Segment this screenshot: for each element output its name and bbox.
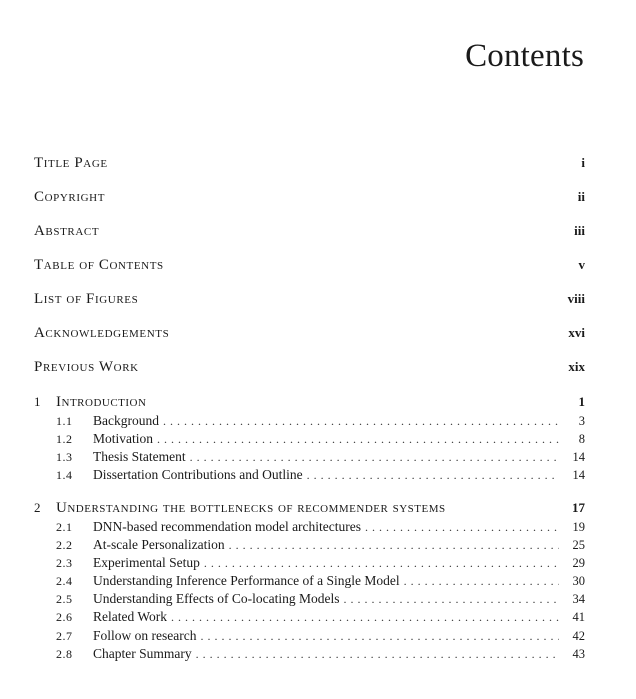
- section-page: 8: [578, 432, 585, 447]
- section-number: 1.4: [56, 468, 73, 483]
- section-title: Dissertation Contributions and Outline: [93, 467, 303, 483]
- section-number: 2.4: [56, 574, 73, 589]
- dot-leader: [365, 520, 559, 535]
- section-page: 34: [572, 592, 585, 607]
- section-page: 41: [572, 610, 585, 625]
- section-page: 25: [572, 538, 585, 553]
- entry-page: v: [578, 257, 585, 272]
- section-title: Thesis Statement: [93, 449, 186, 465]
- front-matter-list: [34, 155, 585, 393]
- toc-chapter-1[interactable]: [34, 394, 585, 413]
- dot-leader: [343, 592, 559, 607]
- toc-section-2-1[interactable]: [34, 519, 585, 537]
- section-title: At-scale Personalization: [93, 537, 225, 553]
- toc-section-2-8[interactable]: [34, 646, 585, 664]
- dot-leader: [404, 574, 559, 589]
- section-number: 1.2: [56, 432, 73, 447]
- section-title: Follow on research: [93, 627, 197, 643]
- toc-section-1-3[interactable]: [34, 449, 585, 467]
- dot-leader: [190, 450, 559, 465]
- section-page: 19: [572, 520, 585, 534]
- dot-leader: [163, 414, 559, 429]
- chapter-number: 1: [34, 394, 41, 409]
- section-title: Background: [93, 413, 159, 428]
- dot-leader: [229, 538, 559, 553]
- section-title: Understanding Effects of Co-locating Models: [93, 591, 340, 607]
- toc-entry-abstract[interactable]: [34, 223, 585, 257]
- dot-leader: [307, 468, 559, 483]
- toc-section-1-2[interactable]: [34, 431, 585, 449]
- section-page: 30: [572, 574, 585, 589]
- dot-leader: [196, 647, 559, 662]
- chapter-2-block: [34, 500, 585, 664]
- toc-entry-list-of-figures[interactable]: [34, 291, 585, 325]
- entry-page: i: [581, 155, 585, 170]
- dot-leader: [204, 556, 559, 571]
- section-page: 14: [572, 450, 585, 465]
- toc-section-2-4[interactable]: [34, 573, 585, 591]
- section-page: 14: [572, 468, 585, 483]
- toc-section-2-6[interactable]: [34, 609, 585, 627]
- chapter-page: 1: [578, 394, 585, 409]
- page-title: Contents: [465, 38, 584, 74]
- section-number: 2.5: [56, 592, 73, 607]
- section-page: 42: [572, 628, 585, 643]
- toc-entry-copyright[interactable]: [34, 189, 585, 223]
- entry-page: ii: [577, 189, 585, 204]
- entry-page: xvi: [568, 325, 585, 340]
- section-title: Chapter Summary: [93, 645, 192, 661]
- section-number: 2.3: [56, 556, 73, 571]
- section-number: 2.8: [56, 646, 73, 661]
- chapter-title: Understanding the bottlenecks of recommender systems: [56, 500, 446, 516]
- toc-section-1-4[interactable]: [34, 467, 585, 485]
- toc-section-2-5[interactable]: [34, 591, 585, 609]
- toc-entry-acknowledgements[interactable]: [34, 325, 585, 359]
- section-page: 3: [578, 414, 585, 428]
- section-number: 2.6: [56, 610, 73, 625]
- dot-leader: [200, 629, 559, 644]
- entry-title: Abstract: [34, 223, 100, 239]
- toc-section-2-7[interactable]: [34, 628, 585, 646]
- section-number: 1.1: [56, 414, 73, 428]
- dot-leader: [157, 432, 559, 447]
- entry-title: Acknowledgements: [34, 325, 170, 341]
- dot-leader: [171, 610, 559, 625]
- entry-title: Copyright: [34, 189, 106, 205]
- entry-page: viii: [567, 291, 585, 306]
- chapter-1-block: [34, 394, 585, 485]
- section-title: Related Work: [93, 609, 168, 625]
- section-title: Experimental Setup: [93, 555, 200, 571]
- toc-section-2-3[interactable]: [34, 555, 585, 573]
- entry-title: Previous Work: [34, 359, 139, 375]
- chapter-page: 17: [572, 500, 585, 515]
- section-title: Understanding Inference Performance of a Single Model: [93, 573, 400, 589]
- section-page: 29: [572, 556, 585, 571]
- chapter-title: Introduction: [56, 394, 147, 410]
- entry-title: Table of Contents: [34, 257, 164, 273]
- entry-title: Title Page: [34, 155, 108, 171]
- section-number: 2.1: [56, 520, 73, 534]
- section-number: 2.7: [56, 628, 73, 643]
- section-number: 1.3: [56, 450, 73, 465]
- entry-page: iii: [574, 223, 585, 238]
- toc-entry-previous-work[interactable]: [34, 359, 585, 393]
- toc-entry-table-of-contents[interactable]: [34, 257, 585, 291]
- chapter-number: 2: [34, 500, 41, 515]
- toc-section-2-2[interactable]: [34, 537, 585, 555]
- section-number: 2.2: [56, 538, 73, 553]
- toc-entry-title-page[interactable]: [34, 155, 585, 189]
- section-title: Motivation: [93, 431, 153, 447]
- toc-chapter-2[interactable]: [34, 500, 585, 519]
- entry-page: xix: [568, 359, 585, 374]
- section-page: 43: [572, 646, 585, 661]
- toc-section-1-1[interactable]: [34, 413, 585, 431]
- entry-title: List of Figures: [34, 291, 139, 307]
- section-title: DNN-based recommendation model architectures: [93, 519, 362, 534]
